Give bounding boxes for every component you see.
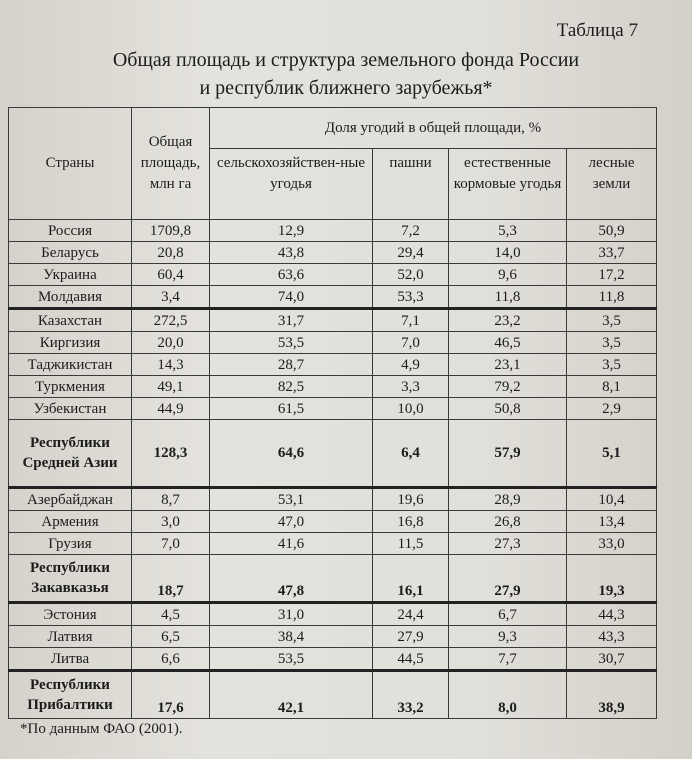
country-cell: Туркмения [9, 376, 132, 398]
total-area-cell: 44,9 [132, 398, 210, 420]
agricultural-cell: 64,6 [210, 420, 373, 488]
forest-cell: 3,5 [567, 332, 657, 354]
total-area-cell: 8,7 [132, 488, 210, 511]
header-total-area: Общая площадь, млн га [132, 108, 210, 220]
arable-cell: 7,2 [373, 220, 449, 242]
forage-cell: 8,0 [449, 671, 567, 719]
country-cell: Армения [9, 511, 132, 533]
total-area-cell: 20,8 [132, 242, 210, 264]
forage-cell: 28,9 [449, 488, 567, 511]
table-row [9, 242, 657, 264]
country-cell: Беларусь [9, 242, 132, 264]
total-area-cell: 17,6 [132, 671, 210, 719]
forest-cell: 38,9 [567, 671, 657, 719]
agricultural-cell: 47,0 [210, 511, 373, 533]
forest-cell: 19,3 [567, 555, 657, 603]
header-natural-forage: естественные кормовые угодья [449, 149, 567, 220]
country-cell: Республики Закавказья [9, 555, 132, 603]
table-title [0, 46, 692, 102]
forage-cell: 27,9 [449, 555, 567, 603]
forest-cell: 17,2 [567, 264, 657, 286]
country-cell: Украина [9, 264, 132, 286]
forest-cell: 33,7 [567, 242, 657, 264]
total-area-cell: 6,5 [132, 626, 210, 648]
forage-cell: 6,7 [449, 603, 567, 626]
agricultural-cell: 53,5 [210, 332, 373, 354]
arable-cell: 24,4 [373, 603, 449, 626]
agricultural-cell: 31,7 [210, 309, 373, 332]
arable-cell: 27,9 [373, 626, 449, 648]
agricultural-cell: 74,0 [210, 286, 373, 309]
forage-cell: 26,8 [449, 511, 567, 533]
agricultural-cell: 82,5 [210, 376, 373, 398]
table-row [9, 488, 657, 511]
agricultural-cell: 41,6 [210, 533, 373, 555]
table-row [9, 309, 657, 332]
total-area-cell: 272,5 [132, 309, 210, 332]
table-row [9, 511, 657, 533]
forest-cell: 43,3 [567, 626, 657, 648]
header-forest: лесные земли [567, 149, 657, 220]
total-area-cell: 1709,8 [132, 220, 210, 242]
total-area-cell: 128,3 [132, 420, 210, 488]
arable-cell: 6,4 [373, 420, 449, 488]
forest-cell: 8,1 [567, 376, 657, 398]
table-row [9, 264, 657, 286]
forage-cell: 27,3 [449, 533, 567, 555]
forage-cell: 57,9 [449, 420, 567, 488]
forest-cell: 11,8 [567, 286, 657, 309]
table-row [9, 626, 657, 648]
header-country: Страны [9, 108, 132, 220]
agricultural-cell: 38,4 [210, 626, 373, 648]
arable-cell: 33,2 [373, 671, 449, 719]
country-cell: Республики Средней Азии [9, 420, 132, 488]
forest-cell: 30,7 [567, 648, 657, 671]
forest-cell: 10,4 [567, 488, 657, 511]
agricultural-cell: 12,9 [210, 220, 373, 242]
agricultural-cell: 53,5 [210, 648, 373, 671]
forage-cell: 14,0 [449, 242, 567, 264]
total-area-cell: 49,1 [132, 376, 210, 398]
forage-cell: 9,3 [449, 626, 567, 648]
country-cell: Латвия [9, 626, 132, 648]
country-cell: Грузия [9, 533, 132, 555]
table-row [9, 648, 657, 671]
arable-cell: 7,1 [373, 309, 449, 332]
total-area-cell: 18,7 [132, 555, 210, 603]
forage-cell: 79,2 [449, 376, 567, 398]
country-cell: Россия [9, 220, 132, 242]
forage-cell: 5,3 [449, 220, 567, 242]
arable-cell: 53,3 [373, 286, 449, 309]
arable-cell: 10,0 [373, 398, 449, 420]
forest-cell: 33,0 [567, 533, 657, 555]
arable-cell: 19,6 [373, 488, 449, 511]
table-row [9, 332, 657, 354]
agricultural-cell: 31,0 [210, 603, 373, 626]
agricultural-cell: 61,5 [210, 398, 373, 420]
forage-cell: 7,7 [449, 648, 567, 671]
agricultural-cell: 53,1 [210, 488, 373, 511]
agricultural-cell: 42,1 [210, 671, 373, 719]
header-agricultural: сельскохозяйствен-ные угодья [210, 149, 373, 220]
arable-cell: 16,8 [373, 511, 449, 533]
forage-cell: 11,8 [449, 286, 567, 309]
country-cell: Республики Прибалтики [9, 671, 132, 719]
country-cell: Узбекистан [9, 398, 132, 420]
country-cell: Казахстан [9, 309, 132, 332]
land-fund-table [8, 107, 657, 719]
forest-cell: 44,3 [567, 603, 657, 626]
country-cell: Киргизия [9, 332, 132, 354]
forest-cell: 2,9 [567, 398, 657, 420]
country-cell: Молдавия [9, 286, 132, 309]
forage-cell: 46,5 [449, 332, 567, 354]
table-group-row [9, 671, 657, 719]
table-group-row [9, 555, 657, 603]
total-area-cell: 3,4 [132, 286, 210, 309]
forest-cell: 3,5 [567, 354, 657, 376]
total-area-cell: 4,5 [132, 603, 210, 626]
total-area-cell: 14,3 [132, 354, 210, 376]
table-row [9, 398, 657, 420]
country-cell: Азербайджан [9, 488, 132, 511]
agricultural-cell: 43,8 [210, 242, 373, 264]
footnote: *По данным ФАО (2001). [20, 721, 183, 737]
arable-cell: 7,0 [373, 332, 449, 354]
total-area-cell: 6,6 [132, 648, 210, 671]
arable-cell: 29,4 [373, 242, 449, 264]
header-share-group: Доля угодий в общей площади, % [210, 108, 657, 149]
arable-cell: 16,1 [373, 555, 449, 603]
forage-cell: 23,2 [449, 309, 567, 332]
country-cell: Эстония [9, 603, 132, 626]
title-line-2: и республик ближнего зарубежья* [199, 77, 493, 99]
country-cell: Литва [9, 648, 132, 671]
arable-cell: 3,3 [373, 376, 449, 398]
forage-cell: 50,8 [449, 398, 567, 420]
forage-cell: 23,1 [449, 354, 567, 376]
forest-cell: 3,5 [567, 309, 657, 332]
arable-cell: 44,5 [373, 648, 449, 671]
table-row [9, 286, 657, 309]
total-area-cell: 60,4 [132, 264, 210, 286]
arable-cell: 11,5 [373, 533, 449, 555]
title-line-1: Общая площадь и структура земельного фонда России [112, 49, 580, 71]
table-row [9, 533, 657, 555]
total-area-cell: 20,0 [132, 332, 210, 354]
forest-cell: 13,4 [567, 511, 657, 533]
forest-cell: 50,9 [567, 220, 657, 242]
forest-cell: 5,1 [567, 420, 657, 488]
country-cell: Таджикистан [9, 354, 132, 376]
total-area-cell: 7,0 [132, 533, 210, 555]
table-body [9, 220, 657, 719]
table-group-row [9, 420, 657, 488]
arable-cell: 52,0 [373, 264, 449, 286]
table-row [9, 376, 657, 398]
header-arable: пашни [373, 149, 449, 220]
agricultural-cell: 28,7 [210, 354, 373, 376]
table-row [9, 220, 657, 242]
arable-cell: 4,9 [373, 354, 449, 376]
table-row [9, 354, 657, 376]
agricultural-cell: 47,8 [210, 555, 373, 603]
forage-cell: 9,6 [449, 264, 567, 286]
total-area-cell: 3,0 [132, 511, 210, 533]
table-number: Таблица 7 [556, 20, 638, 41]
table-row [9, 603, 657, 626]
agricultural-cell: 63,6 [210, 264, 373, 286]
